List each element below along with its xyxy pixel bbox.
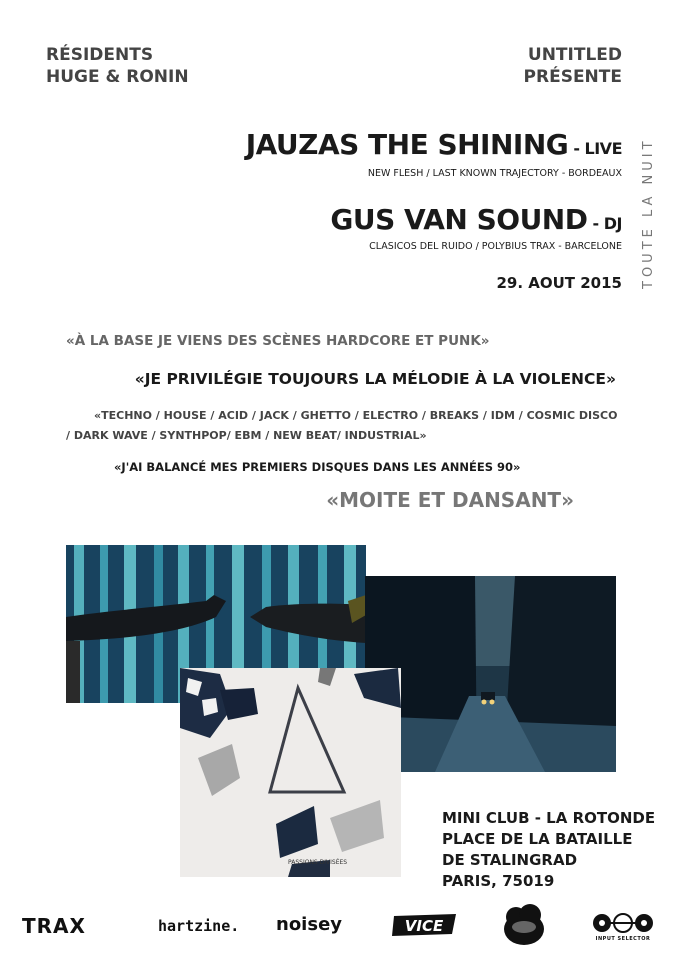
input-selector-logo bbox=[592, 912, 654, 942]
artist-2-title bbox=[330, 203, 622, 236]
residents-names: HUGE & RONIN bbox=[46, 67, 189, 87]
presenter-verb: PRÉSENTE bbox=[523, 67, 622, 87]
artist-1-role: - LIVE bbox=[568, 139, 622, 158]
vice-logo bbox=[390, 912, 460, 942]
artist-1-title bbox=[246, 128, 622, 161]
genres-line-2: / DARK WAVE / SYNTHPOP/ EBM / NEW BEAT/ INDUSTRIAL» bbox=[66, 429, 427, 442]
venue-line-2: PLACE DE LA BATAILLE bbox=[442, 830, 633, 848]
input-selector-label: INPUT SELECTOR bbox=[595, 936, 651, 942]
artist-1-details: NEW FLESH / LAST KNOWN TRAJECTORY - BORDEAUX bbox=[367, 168, 622, 179]
record-cover-collage bbox=[180, 668, 401, 877]
quote-annees-90: «J'AI BALANCÉ MES PREMIERS DISQUES DANS LES ANNÉES 90» bbox=[114, 460, 521, 474]
event-date: 29. AOUT 2015 bbox=[496, 274, 622, 292]
collage-caption: PASSIONS DIVISÉES bbox=[288, 859, 348, 866]
artist-1-name: JAUZAS THE SHINING bbox=[245, 128, 569, 161]
venue-line-4: PARIS, 75019 bbox=[442, 872, 555, 890]
venue-block bbox=[442, 808, 655, 892]
artist-2-name: GUS VAN SOUND bbox=[330, 203, 588, 236]
residents-label: RÉSIDENTS bbox=[46, 45, 154, 65]
genres-line-1: «TECHNO / HOUSE / ACID / JACK / GHETTO / ELECTRO / BREAKS / IDM / COSMIC DISCO bbox=[94, 409, 618, 422]
artist-2-details: CLASICOS DEL RUIDO / POLYBIUS TRAX - BARCELONE bbox=[369, 241, 622, 252]
trax-logo: TRAX bbox=[22, 914, 86, 938]
quote-genres bbox=[66, 406, 626, 446]
hartzine-logo: hartzine. bbox=[158, 917, 240, 935]
vice-logo-text: VICE bbox=[404, 917, 444, 935]
venue-line-1: MINI CLUB - LA ROTONDE bbox=[442, 809, 656, 827]
quote-melodie: «JE PRIVILÉGIE TOUJOURS LA MÉLODIE À LA VIOLENCE» bbox=[134, 370, 616, 388]
side-text: TOUTE LA NUIT bbox=[641, 137, 656, 289]
quote-hardcore-punk: «À LA BASE JE VIENS DES SCÈNES HARDCORE ET PUNK» bbox=[66, 333, 490, 349]
presenter-name: UNTITLED bbox=[527, 45, 622, 65]
artist-2-role: - DJ bbox=[587, 214, 622, 233]
cloud-logo bbox=[502, 903, 546, 951]
quote-moite: «MOITE ET DANSANT» bbox=[326, 488, 574, 512]
venue-line-3: DE STALINGRAD bbox=[442, 851, 578, 869]
residents-block bbox=[46, 44, 189, 88]
presenter-block bbox=[524, 44, 622, 88]
noisey-logo: noisey bbox=[276, 914, 343, 935]
forest-road-photo bbox=[365, 576, 616, 772]
